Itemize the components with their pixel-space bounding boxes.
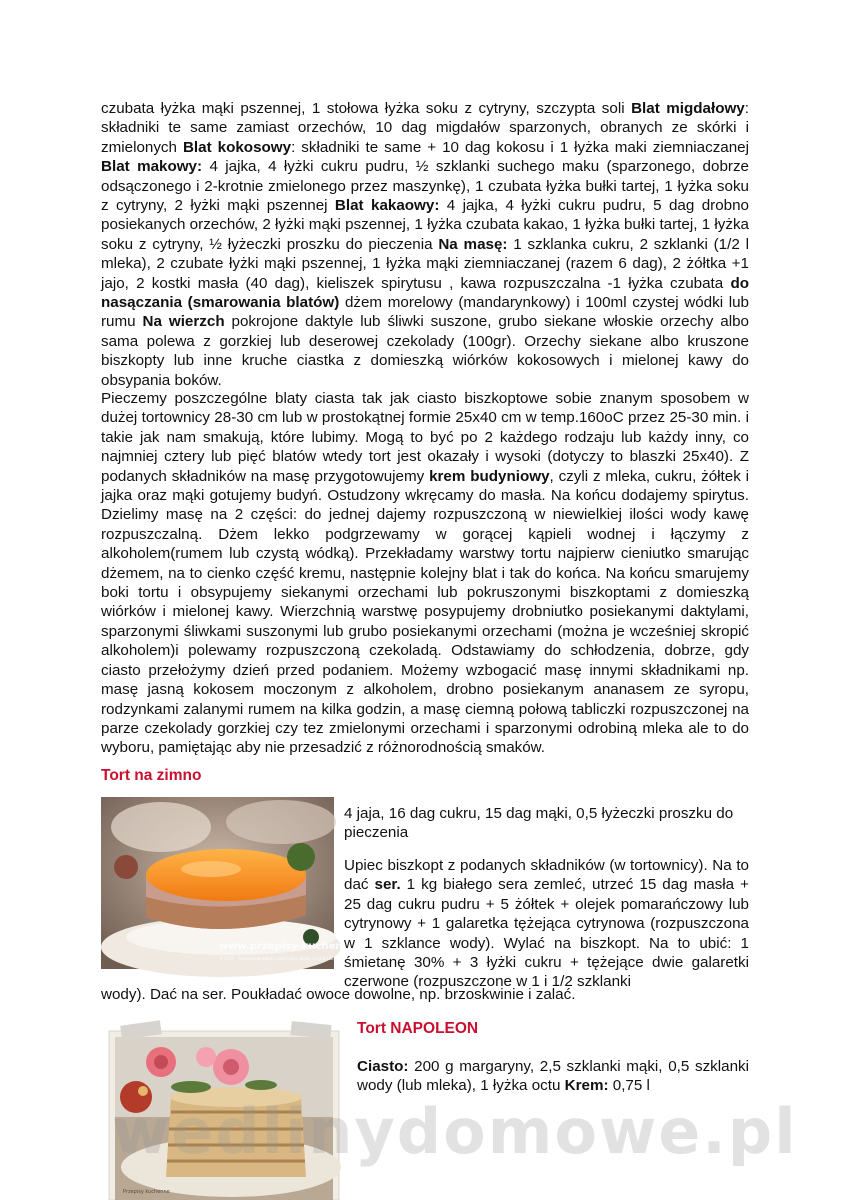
bold-text-run: Blat makowy: xyxy=(101,158,203,176)
section-title-tort-na-zimno: Tort na zimno xyxy=(101,767,202,784)
photo1-caption: © 2007 - Kopiowanie zdjęć i tekstu bez zgody autora zabronione xyxy=(219,956,349,961)
section-title-tort-napoleon: Tort NAPOLEON xyxy=(357,1020,479,1037)
bold-text-run: krem budyniowy xyxy=(429,467,550,485)
recipe-ingredients-paragraph xyxy=(101,99,749,390)
text-run: Pieczemy poszczególne blaty ciasta tak jak ciasto biszkoptowe sobie znanym sposobem w dużej tortownicy 28-30 cm lub w prostokątnej formie 25x40 cm w temp.160oC przez 25-30 min. i takie jak nam smakują, które lubimy. Mogą to być po 2 każdego rodzaju lub każdy inny, co najmniej cztery lub pięć blatów wtedy tort jest okazały i wysoki (dotyczy to blaszki 25x40). Z podanych składników na masę przygotowujemy xyxy=(101,390,749,485)
bold-text-run: do nasączania (smarowania blatów) xyxy=(101,274,749,312)
text-run: 200 g margaryny, 2,5 szklanki mąki, 0,5 szklanki wody (lub mleka), 1 łyżka octu xyxy=(357,1058,749,1095)
tort-na-zimno-instructions-end: wody). Dać na ser. Poukładać owoce dowolne, np. brzoskwinie i zalać. xyxy=(101,986,576,1003)
tort-napoleon-ingredients xyxy=(357,1057,749,1096)
text-run: Upiec biszkopt z podanych składników (w tortownicy). Na to dać xyxy=(344,857,749,894)
bold-text-run: Blat migdałowy xyxy=(631,100,745,117)
text-run: 1 kg białego sera zemleć, utrzeć 15 dag masła + 25 dag cukru pudru + 5 żółtek + olejek pomarańczowy lub cytrynowy + 1 galaretka tężejąca cytrynowa (rozpuszczona w 1 szklance wody). Wylać na biszkopt. Na to ubić: 1 śmietanę 30% + 3 łyżki cukru + tężejące dwie galaretki czerwone (rozpuszczone w 1 i 1/2 szklanki xyxy=(344,876,749,991)
page-watermark: wedlinydomowe.pl xyxy=(112,1095,798,1168)
bold-text-run: ser. xyxy=(374,876,401,894)
tort-na-zimno-photo xyxy=(101,797,382,969)
text-run: , czyli z mleka, cukru, żółtek i jajka oraz mąki gotujemy budyń. Ostudzony wkręcamy do masła. Na końcu dodajemy spirytus. Dzielimy masę na 2 części: do jednej dajemy rozpuszczoną w niewielkiej ilości wody kawę rozpuszczalną. Dżem lekko podgrzewamy w gorącej kąpieli wodnej i łączymy z alkoholem(rumem lub czystą wódką). Przekładamy warstwy tortu najpierw cieniutko smarując dżemem, na to cienko część kremu, następnie kolejny blat i tak do końca. Na końcu smarujemy boki tortu i obsypujemy siekanymi orzechami lub pokruszonymi biszkoptami z domieszką wiórków i mielonej kawy. Wierzchnią warstwę posypujemy drobniutko posiekanymi daktylami, sparzonymi śliwkami suszonymi lub grubo posiekanymi orzechami (można je wcześniej skropić alkoholem)i polewamy rozpuszczoną czekoladą. Odstawiamy do schłodzenia, dobrze, gdy ciasto przełożymy dzień przed podaniem. Możemy wzbogacić masę innymi składnikami np. masę jasną kokosem moczonym z alkoholem, drobno posiekanym ananasem ze syropu, rodzynkami zalanymi rumem na kilka godzin, a masę ciemną połową tabliczki rozpuszczonej na parze czekolady gorzkiej czy tez zmielonymi orzechami i sparzonymi odrobiną mleka ale to do wyboru, pamiętając aby nie przesadzić z różnorodnością smaków. xyxy=(101,467,749,757)
recipe-instructions-paragraph xyxy=(101,389,749,758)
text-run: 0,75 l xyxy=(608,1077,650,1095)
bold-text-run: Na masę: xyxy=(438,235,508,253)
text-run: czubata łyżka mąki pszennej, 1 stołowa łyżka soku z cytryny, szczypta soli xyxy=(101,100,632,117)
text-run: pokrojone daktyle lub śliwki suszone, grubo siekane włoskie orzechy albo sama polewa z gorzkiej lub deserowej czekolady (100gr). Orzechy siekane albo kruszone biszkopty lub inne kruche ciastka z domieszką wiórków kokosowych i mielonej kawy do obsypania boków. xyxy=(101,313,749,389)
text-run: 1 szklanka cukru, 2 szklanki (1/2 l mleka), 2 czubate łyżki mąki pszennej, 1 łyżka mąki ziemniaczanej (razem 6 dag), 2 żółtka +1 jajo, 2 kostki masła (40 dag), kieliszek spirytusu , kawa rozpuszczalna -1 łyżka czubata xyxy=(101,235,749,292)
bold-text-run: Ciasto: xyxy=(357,1058,409,1075)
tort-na-zimno-instructions xyxy=(344,856,749,992)
text-run: 4 jajka, 4 łyżki cukru pudru, ½ szklanki suchego maku (sparzonego, dobrze odsączonego i 2-krotnie zmielonego przez maszynkę), 1 czubata łyżka bułki tartej, 1 łyżka soku z cytryny, 2 łyżki mąki pszennej xyxy=(101,158,749,215)
photo1-watermark: www.przepisy-kuchenne.info xyxy=(219,941,382,952)
text-run: : składniki te same + 10 dag kokosu i 1 łyżka maki ziemniaczanej xyxy=(291,138,750,156)
bold-text-run: Blat kokosowy xyxy=(182,138,292,156)
bold-text-run: Krem: xyxy=(564,1077,609,1095)
photo2-caption: Przepisy kuchenne xyxy=(123,1189,170,1195)
text-run: dżem morelowy (mandarynkowy) i 100ml czystej wódki lub rumu xyxy=(101,294,749,331)
bold-text-run: Blat kakaowy: xyxy=(334,197,440,215)
text-run: 4 jajka, 4 łyżki cukru pudru, 5 dag drobno posiekanych orzechów, 2 łyżki mąki pszennej, 1 łyżka czubata kakao, 1 łyżka bułki tartej, 1 łyżka soku z cytryny, ½ łyżeczki proszku do pieczenia xyxy=(101,197,749,253)
bold-text-run: Na wierzch xyxy=(142,313,225,331)
text-run: : składniki te same zamiast orzechów, 10 dag migdałów sparzonych, obranych ze skórki i zmielonych xyxy=(101,100,749,156)
tort-na-zimno-ingredients: 4 jaja, 16 dag cukru, 15 dag mąki, 0,5 łyżeczki proszku do pieczenia xyxy=(344,805,734,842)
